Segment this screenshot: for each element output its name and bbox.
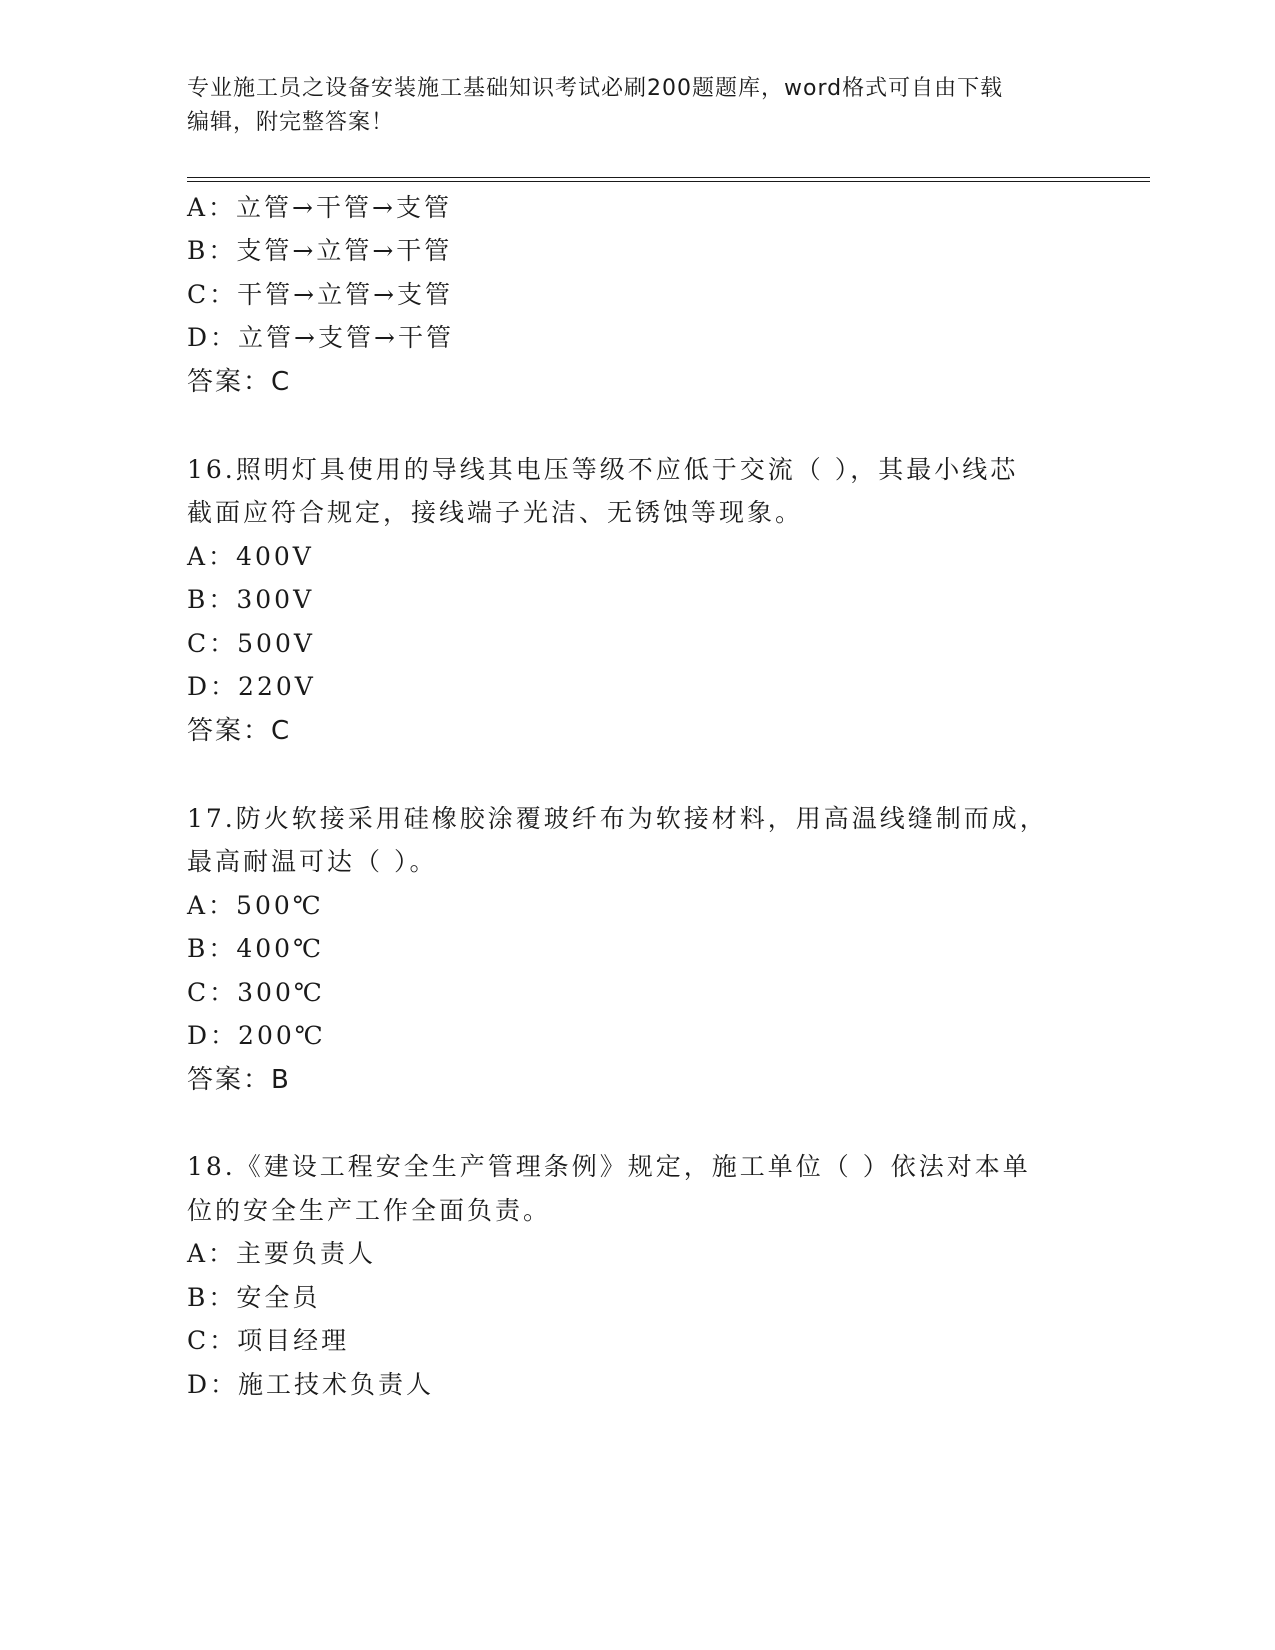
q16-option-c: C：500V (187, 629, 315, 658)
header-title-line-1: 专业施工员之设备安装施工基础知识考试必刷200题题库，word格式可自由下载 (187, 76, 1004, 101)
q16-option-d: D：220V (187, 672, 316, 701)
q15-option-c: C：干管→立管→支管 (187, 280, 454, 309)
q18-option-b: B：安全员 (187, 1283, 321, 1312)
q17-stem-line-2: 最高耐温可达（ ）。 (187, 847, 438, 876)
document-header (187, 72, 1077, 140)
header-divider-top (187, 177, 1150, 178)
q16-stem-line-2: 截面应符合规定，接线端子光洁、无锈蚀等现象。 (187, 498, 804, 527)
q16-option-a: A：400V (187, 542, 314, 571)
q16-option-b: B：300V (187, 585, 315, 614)
q17-option-a: A：500℃ (187, 891, 324, 920)
q18-stem-line-1: 18.《建设工程安全生产管理条例》规定，施工单位（ ）依法对本单 (187, 1152, 1031, 1181)
q18-stem-line-2: 位的安全生产工作全面负责。 (187, 1196, 552, 1225)
q15-answer: 答案：C (187, 367, 292, 397)
q16-answer: 答案：C (187, 716, 292, 746)
q17-stem-line-1: 17.防火软接采用硅橡胶涂覆玻纤布为软接材料，用高温线缝制而成， (187, 804, 1048, 833)
q15-option-b: B：支管→立管→干管 (187, 236, 453, 265)
q18-option-c: C：项目经理 (187, 1326, 350, 1355)
q15-option-d: D：立管→支管→干管 (187, 323, 454, 352)
q18-option-a: A：主要负责人 (187, 1239, 377, 1268)
header-title-line-2: 编辑，附完整答案！ (187, 110, 395, 135)
header-divider-bottom (187, 181, 1150, 182)
q16-stem-line-1: 16.照明灯具使用的导线其电压等级不应低于交流（ ），其最小线芯 (187, 455, 1019, 484)
q17-answer: 答案：B (187, 1065, 291, 1095)
q18-option-d: D：施工技术负责人 (187, 1370, 435, 1399)
q15-option-a: A：立管→干管→支管 (187, 193, 452, 222)
q17-option-c: C：300℃ (187, 978, 325, 1007)
q17-option-d: D：200℃ (187, 1021, 326, 1050)
q17-option-b: B：400℃ (187, 934, 325, 963)
